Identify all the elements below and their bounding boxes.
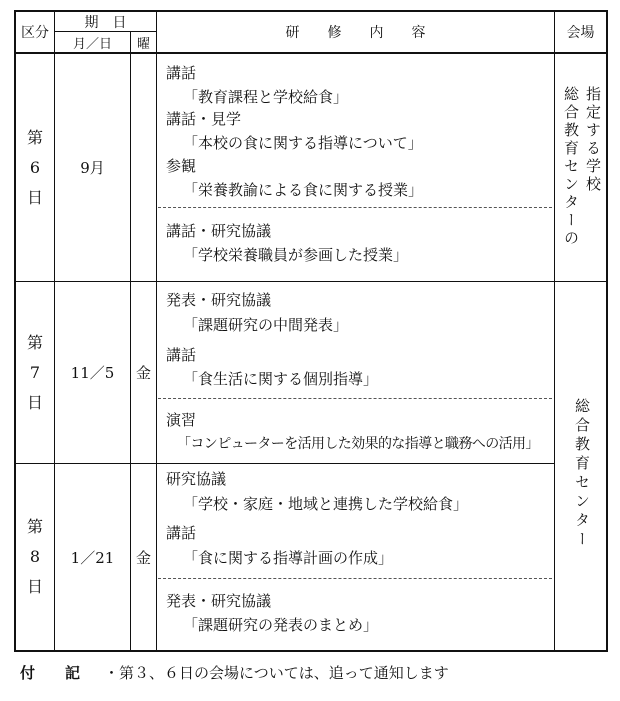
day-char: 6 xyxy=(29,157,41,177)
row-date: 11／5 xyxy=(70,364,115,382)
row-day-7 xyxy=(16,282,54,463)
row-date: 1／21 xyxy=(70,548,115,567)
note-text: ・第３、６日の会場については、追って通知します xyxy=(104,664,449,682)
day-char: 第 xyxy=(26,517,43,536)
header-kubun: 区分 xyxy=(21,25,49,41)
activity-title: 「教育課程と学校給食」 xyxy=(183,88,349,106)
activity-title: 「食に関する指導計画の作成」 xyxy=(183,549,394,567)
activity-label: 研究協議 xyxy=(166,470,227,488)
activity-title: 「学校・家庭・地域と連携した学校給食」 xyxy=(183,495,469,513)
activity-title: 「コンピューターを活用した効果的な指導と職務への活用」 xyxy=(177,436,539,452)
row-weekday: 金 xyxy=(135,364,151,382)
activity-label: 講話 xyxy=(166,524,197,542)
day-char: 8 xyxy=(29,547,41,566)
day-char: 7 xyxy=(29,362,41,382)
header-weekday: 曜 xyxy=(136,36,150,52)
header-kijitsu: 期 日 xyxy=(84,14,127,31)
activity-label: 講話・研究協議 xyxy=(166,222,272,240)
activity-label: 発表・研究協議 xyxy=(166,291,272,309)
header-venue: 会場 xyxy=(566,25,595,41)
day-char: 日 xyxy=(26,392,43,412)
activity-label: 参観 xyxy=(166,157,197,175)
activity-label: 発表・研究協議 xyxy=(166,592,272,610)
activity-label: 講話・見学 xyxy=(166,110,242,128)
row-weekday: 金 xyxy=(135,548,151,567)
activity-title: 「学校栄養職員が参画した授業」 xyxy=(183,246,409,264)
activity-label: 演習 xyxy=(166,411,197,429)
row-weekday xyxy=(131,54,156,281)
activity-title: 「栄養教諭による食に関する授業」 xyxy=(183,181,424,199)
venue-general-education-center: 総合教育センター xyxy=(573,398,591,550)
activity-title: 「課題研究の中間発表」 xyxy=(183,316,349,334)
activity-title: 「本校の食に関する指導について」 xyxy=(183,134,423,152)
activity-label: 講話 xyxy=(166,346,197,364)
row-day-6 xyxy=(16,54,54,281)
day-char: 第 xyxy=(26,332,43,352)
activity-title: 「課題研究の発表のまとめ」 xyxy=(183,616,379,634)
day-char: 日 xyxy=(26,577,43,596)
venue-designated-school: 指定する学校 xyxy=(584,86,602,194)
header-content: 研 修 内 容 xyxy=(285,25,426,41)
row-date: 9月 xyxy=(80,159,105,177)
activity-title: 「食生活に関する個別指導」 xyxy=(183,370,379,388)
venue-center-or: 総合教育センターの xyxy=(562,86,580,248)
note-label: 付 記 xyxy=(20,664,81,682)
activity-label: 講話 xyxy=(166,64,197,82)
day-char: 第 xyxy=(26,127,43,147)
header-month-day: 月／日 xyxy=(72,36,112,52)
row-day-8 xyxy=(16,464,54,650)
day-char: 日 xyxy=(26,187,43,207)
